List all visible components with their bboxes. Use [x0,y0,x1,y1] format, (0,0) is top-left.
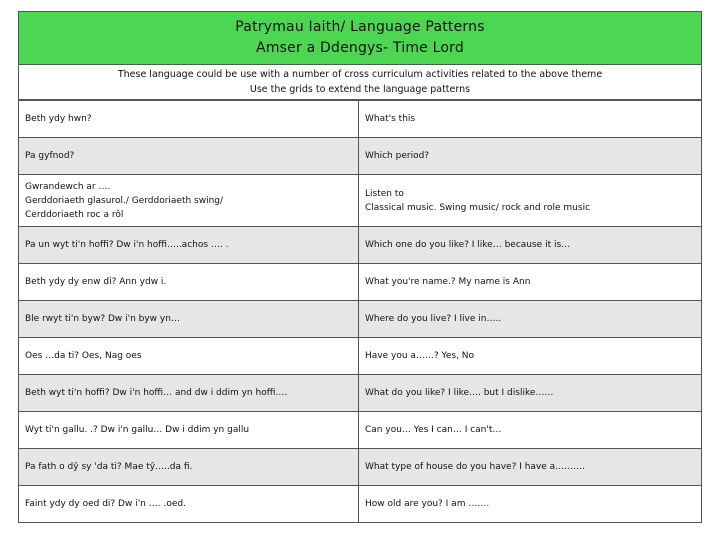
english-phrase-line: What you're name.? My name is Ann [365,277,531,287]
welsh-phrase-line: Ble rwyt ti'n byw? Dw i'n byw yn… [25,314,180,324]
english-phrase-cell [359,338,702,375]
welsh-phrase-line: Oes …da ti? Oes, Nag oes [25,351,142,361]
welsh-phrase-line: Gerddoriaeth glasurol./ Gerddoriaeth swing/ [25,195,224,206]
english-phrase-cell [359,138,702,175]
english-phrase-cell [359,227,702,264]
table-row [19,101,702,138]
welsh-phrase-cell [19,412,359,449]
table-row [19,227,702,264]
table-row [19,175,702,227]
table-row [19,338,702,375]
welsh-phrase-cell [19,264,359,301]
english-phrase-cell [359,264,702,301]
title-header [18,11,702,65]
table-row [19,264,702,301]
english-phrase-cell [359,375,702,412]
welsh-phrase-cell [19,338,359,375]
welsh-phrase-cell [19,175,359,227]
welsh-phrase-cell [19,375,359,412]
english-phrase-cell [359,449,702,486]
english-phrase-line: Can you… Yes I can… I can't… [365,425,502,435]
english-phrase-line: Classical music. Swing music/ rock and role music [365,202,591,213]
welsh-phrase-line: Gwrandewch ar …. [25,181,111,192]
welsh-phrase-line: Beth ydy dy enw di? Ann ydw i. [25,277,167,287]
title-line-2: Amser a Ddengys- Time Lord [256,40,464,56]
language-patterns-table [18,100,702,523]
title-line-1: Patrymau Iaith/ Language Patterns [235,19,485,35]
welsh-phrase-line: Pa fath o dŷ sy 'da ti? Mae tŷ…..da fi. [25,462,193,472]
table-row [19,486,702,523]
intro-line-2: Use the grids to extend the language patterns [249,84,471,95]
welsh-phrase-line: Beth ydy hwn? [25,114,92,124]
welsh-phrase-cell [19,301,359,338]
welsh-phrase-line: Pa gyfnod? [25,151,75,161]
english-phrase-line: Which period? [365,151,430,161]
english-phrase-cell [359,101,702,138]
english-phrase-cell [359,486,702,523]
english-phrase-line: Have you a……? Yes, No [365,351,475,361]
english-phrase-line: What type of house do you have? I have a………. [365,462,586,472]
intro-line-1: These language could be use with a number of cross curriculum activities related to the above theme [117,69,603,80]
welsh-phrase-line: Beth wyt ti'n hoffi? Dw i'n hoffi… and dw i ddim yn hoffi…. [25,388,288,398]
welsh-phrase-cell [19,486,359,523]
english-phrase-cell [359,175,702,227]
welsh-phrase-cell [19,138,359,175]
welsh-phrase-line: Cerddoriaeth roc a rôl [25,209,124,220]
language-patterns-sheet [18,11,702,523]
table-row [19,412,702,449]
welsh-phrase-line: Faint ydy dy oed di? Dw i'n …. .oed. [25,499,186,509]
table-row [19,138,702,175]
english-phrase-line: Where do you live? I live in….. [365,314,502,324]
welsh-phrase-cell [19,227,359,264]
english-phrase-line: Which one do you like? I like… because it is… [365,240,571,250]
english-phrase-line: How old are you? I am ……. [365,499,490,509]
table-row [19,301,702,338]
intro-note [18,65,702,100]
english-phrase-line: What do you like? I like…. but I dislike…… [365,388,554,398]
english-phrase-cell [359,412,702,449]
table-row [19,375,702,412]
english-phrase-cell [359,301,702,338]
english-phrase-line: Listen to [365,188,404,199]
welsh-phrase-cell [19,449,359,486]
welsh-phrase-cell [19,101,359,138]
english-phrase-line: What's this [365,114,416,124]
welsh-phrase-line: Pa un wyt ti'n hoffi? Dw i'n hoffi…..achos …. . [25,240,229,250]
table-row [19,449,702,486]
welsh-phrase-line: Wyt ti'n gallu. .? Dw i'n gallu… Dw i ddim yn gallu [25,425,250,435]
